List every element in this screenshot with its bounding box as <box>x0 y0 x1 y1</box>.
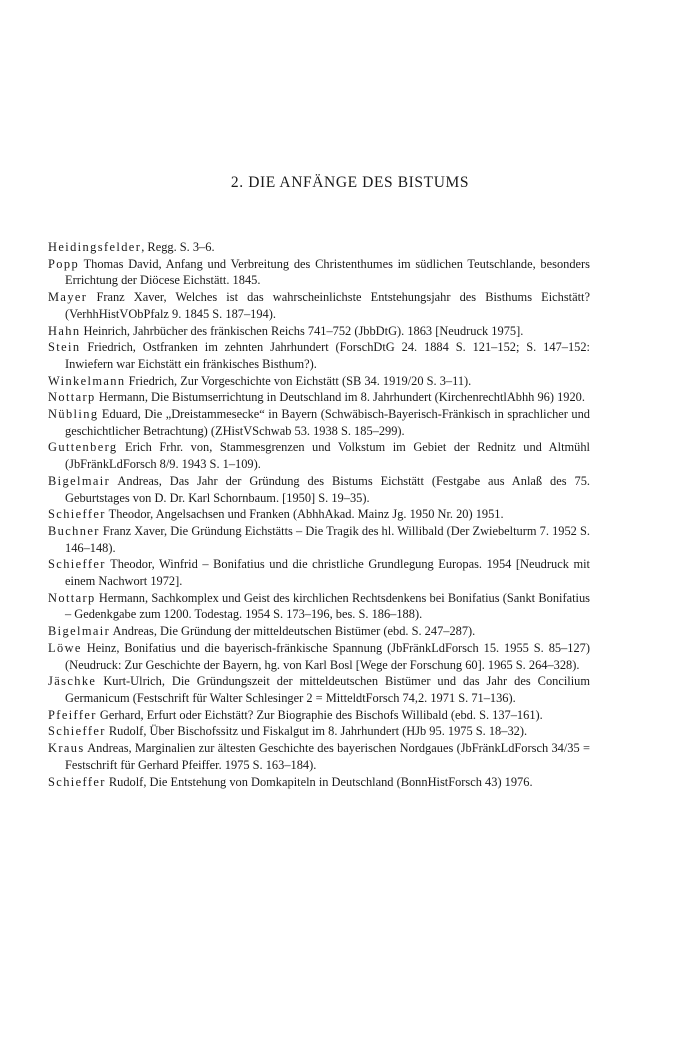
entry-text: Rudolf, Über Bischofssitz und Fiskalgut im 8. Jahrhundert (HJb 95. 1975 S. 18–32). <box>105 724 528 739</box>
bibliography-entry <box>48 774 590 791</box>
bibliography-entry <box>48 707 590 724</box>
entry-text: , Regg. S. 3–6. <box>141 240 215 254</box>
bibliography-entry <box>48 239 590 256</box>
entry-author: Schieffer <box>48 724 106 739</box>
entry-author: Löwe <box>48 640 82 655</box>
entry-author: Schieffer <box>48 557 106 572</box>
entry-text: Friedrich, Zur Vorgeschichte von Eichstätt (SB 34. 1919/20 S. 3–11). <box>125 373 472 388</box>
entry-text: Friedrich, Ostfranken im zehnten Jahrhundert (ForschDtG 24. 1884 S. 121–152; S. 147–152: Inwiefern war Eichstätt ein fränkisches Bisthum?). <box>65 340 590 371</box>
bibliography-entry <box>48 373 590 390</box>
entry-author: Nübling <box>48 407 99 422</box>
entry-text: Theodor, Angelsachsen und Franken (AbhhAkad. Mainz Jg. 1950 Nr. 20) 1951. <box>105 507 504 522</box>
bibliography-list <box>48 239 590 790</box>
bibliography-entry <box>48 740 590 773</box>
entry-text: Andreas, Marginalien zur ältesten Geschichte des bayerischen Nordgaues (JbFränkLdForsch 34/35 = Festschrift für Gerhard Pfeiffer. 1975 S. 163–184). <box>65 741 590 772</box>
bibliography-entry <box>48 556 590 589</box>
bibliography-entry <box>48 590 590 623</box>
entry-text: Hermann, Die Bistumserrichtung in Deutschland im 8. Jahrhundert (KirchenrechtlAbhh 96) 1920. <box>95 390 585 405</box>
entry-author: Popp <box>48 256 80 271</box>
bibliography-entry <box>48 256 590 289</box>
bibliography-entry <box>48 389 590 406</box>
entry-author: Heidingsfelder <box>48 240 142 254</box>
entry-author: Nottarp <box>48 590 96 605</box>
chapter-title: 2. DIE ANFÄNGE DES BISTUMS <box>230 174 470 191</box>
bibliography-entry <box>48 640 590 673</box>
entry-author: Nottarp <box>48 390 96 405</box>
entry-text: Heinz, Bonifatius und die bayerisch-fränkische Spannung (JbFränkLdForsch 15. 1955 S. 85–127) (Neudruck: Zur Geschichte der Bayern, hg. von Karl Bosl [Wege der Forschung 60]. 1965 S. 264–328). <box>65 640 590 672</box>
bibliography-entry <box>48 439 590 472</box>
entry-author: Bigelmair <box>48 624 111 639</box>
bibliography-entry <box>48 623 590 640</box>
bibliography-entry <box>48 289 590 322</box>
entry-text: Kurt-Ulrich, Die Gründungszeit der mitteldeutschen Bistümer und das Jahr des Concilium Germanicum (Festschrift für Walter Schlesinger 2 = MitteldtForsch 74,2. 1971 S. 71–136). <box>65 674 590 705</box>
entry-text: Thomas David, Anfang und Verbreitung des Christenthumes im südlichen Teutschlande, besonders Errichtung der Diöcese Eichstätt. 1845. <box>65 256 590 288</box>
entry-text: Andreas, Die Gründung der mitteldeutschen Bistümer (ebd. S. 247–287). <box>110 624 476 639</box>
entry-text: Franz Xaver, Die Gründung Eichstätts – Die Tragik des hl. Willibald (Der Zwiebelturm 7. 1952 S. 146–148). <box>65 523 590 555</box>
entry-text: Gerhard, Erfurt oder Eichstätt? Zur Biographie des Bischofs Willibald (ebd. S. 137–161). <box>96 707 543 722</box>
entry-author: Jäschke <box>48 674 97 689</box>
entry-text: Andreas, Das Jahr der Gründung des Bistums Eichstätt (Festgabe aus Anlaß des 75. Geburtstages von D. Dr. Karl Schornbaum. [1950] S. 19–35). <box>65 473 590 505</box>
entry-author: Pfeiffer <box>48 707 97 722</box>
entry-text: Heinrich, Jahrbücher des fränkischen Reichs 741–752 (JbbDtG). 1863 [Neudruck 1975]. <box>80 323 524 338</box>
bibliography-entry <box>48 406 590 439</box>
entry-author: Schieffer <box>48 507 106 522</box>
bibliography-entry <box>48 723 590 740</box>
entry-author: Hahn <box>48 323 81 338</box>
entry-text: Hermann, Sachkomplex und Geist des kirchlichen Rechtsdenkens bei Bonifatius (Sankt Bonifatius – Gedenkgabe zum 1200. Todestag. 1954 S. 173–196, bes. S. 186–188). <box>65 590 590 622</box>
bibliography-entry <box>48 323 590 340</box>
bibliography-entry <box>48 506 590 523</box>
entry-text: Rudolf, Die Entstehung von Domkapiteln in Deutschland (BonnHistForsch 43) 1976. <box>105 774 533 789</box>
bibliography-entry <box>48 673 590 706</box>
entry-author: Bigelmair <box>48 473 111 488</box>
entry-author: Guttenberg <box>48 440 118 455</box>
entry-author: Mayer <box>48 290 88 305</box>
entry-text: Franz Xaver, Welches ist das wahrscheinlichste Entstehungsjahr des Bisthums Eichstätt? (VerhhHistVObPfalz 9. 1845 S. 187–194). <box>65 290 590 321</box>
entry-author: Stein <box>48 340 81 355</box>
bibliography-entry <box>48 523 590 556</box>
entry-author: Winkelmann <box>48 373 126 388</box>
bibliography-entry <box>48 473 590 506</box>
bibliography-entry <box>48 339 590 372</box>
entry-text: Eduard, Die „Dreistammesecke“ in Bayern (Schwäbisch-Bayerisch-Fränkisch in sprachlicher und geschichtlicher Betrachtung) (ZHistVSchwab 53. 1938 S. 185–299). <box>65 407 590 438</box>
entry-text: Erich Frhr. von, Stammesgrenzen und Volkstum im Gebiet der Rednitz und Altmühl (JbFränkLdForsch 8/9. 1943 S. 1–109). <box>65 440 590 472</box>
entry-author: Buchner <box>48 523 100 538</box>
entry-author: Schieffer <box>48 774 106 789</box>
entry-author: Kraus <box>48 741 85 756</box>
entry-text: Theodor, Winfrid – Bonifatius und die christliche Grundlegung Europas. 1954 [Neudruck mit einem Nachwort 1972]. <box>65 557 590 589</box>
